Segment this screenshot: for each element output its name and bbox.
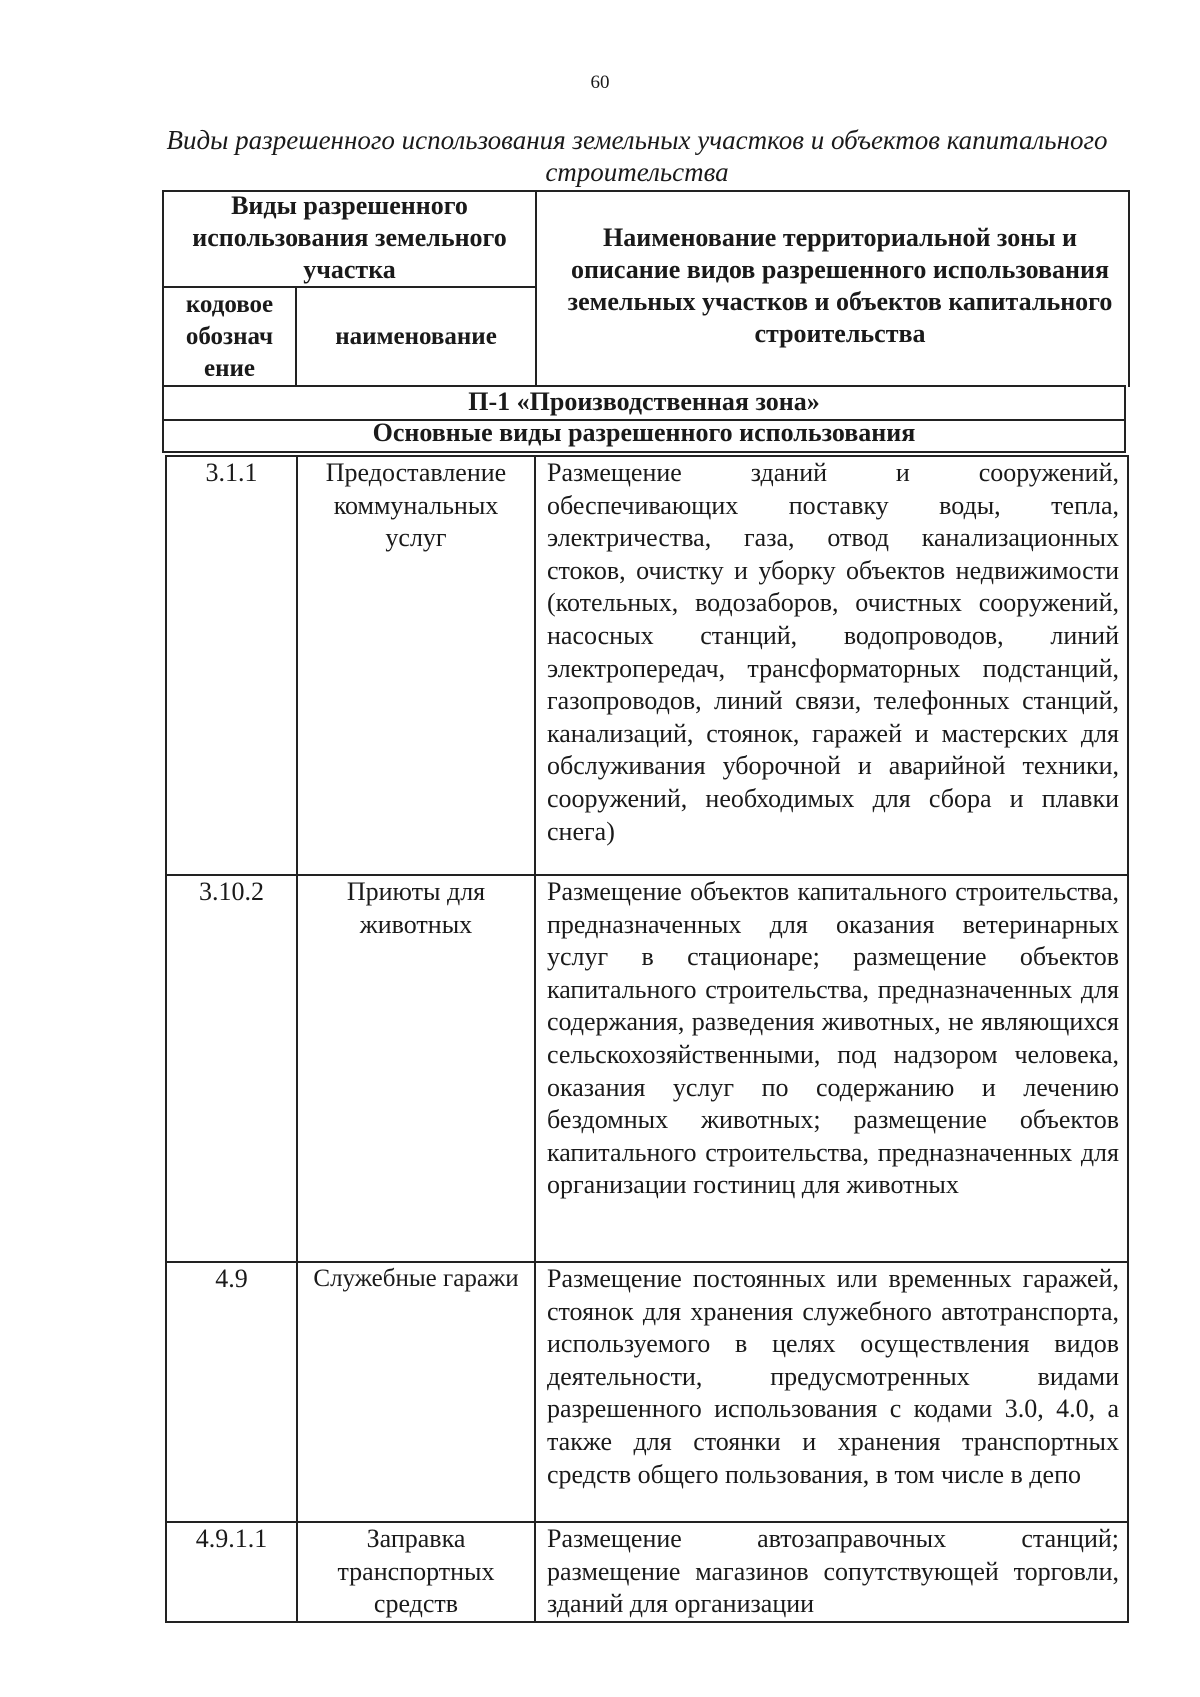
row-description: Размещение объектов капитального строительства, предназначенных для оказания ветеринарных услуг в стационаре; размещение объектов капитального строительства, предназначенных для содержания, разведения животных, не являющихся сельскохозяйственными, под надзором человека, оказания услуг по содержанию и лечению бездомных животных; размещение объектов капитального строительства, предназначенных для организации гостиниц для животных [535, 875, 1128, 1262]
table-row [166, 456, 1128, 875]
row-name: Заправка транспортных средств [297, 1522, 535, 1622]
row-code: 3.1.1 [166, 456, 297, 875]
row-code: 4.9.1.1 [166, 1522, 297, 1622]
row-code: 3.10.2 [166, 875, 297, 1262]
zone-row [162, 385, 1126, 421]
row-description: Размещение зданий и сооружений, обеспечивающих поставку воды, тепла, электричества, газа, отвод канализационных стоков, очистку и уборку объектов недвижимости (котельных, водозаборов, очистных сооружений, насосных станций, водопроводов, линий электропередач, трансформаторных подстанций, газопроводов, линий связи, телефонных станций, канализаций, стоянок, гаражей и мастерских для обслуживания уборочной и аварийной техники, сооружений, необходимых для сбора и плавки снега) [535, 456, 1128, 875]
row-name: Предоставление коммунальных услуг [297, 456, 535, 875]
header-description-label: Наименование территориальной зоны и описание видов разрешенного использования земельных участков и объектов капитального строительства [567, 223, 1113, 348]
header-subdivider [162, 286, 537, 288]
section-row [162, 419, 1126, 453]
row-code: 4.9 [166, 1262, 297, 1522]
section-title: Основные виды разрешенного использования [372, 418, 916, 447]
page-number: 60 [590, 72, 610, 93]
land-use-table [165, 455, 1129, 1623]
header-group-label: Виды разрешенного использования земельного участка [192, 191, 507, 284]
row-name: Служебные гаражи [297, 1262, 535, 1522]
header-name-label: наименование [335, 323, 497, 350]
document-title: Виды разрешенного использования земельных участков и объектов капитального строительства [166, 125, 1108, 187]
row-description: Размещение автозаправочных станций; размещение магазинов сопутствующей торговли, зданий для организации [535, 1522, 1128, 1622]
row-name: Приюты для животных [297, 875, 535, 1262]
table-row [166, 875, 1128, 1262]
header-code-label: кодовое обознач ение [185, 291, 274, 382]
row-description: Размещение постоянных или временных гаражей, стоянок для хранения служебного автотранспорта, используемого в целях осуществления видов деятельности, предусмотренных видами разрешенного использования с кодами 3.0, 4.0, а также для стоянки и хранения транспортных средств общего пользования, в том числе в депо [535, 1262, 1128, 1522]
table-row [166, 1522, 1128, 1622]
table-row [166, 1262, 1128, 1522]
zone-title: П-1 «Производственная зона» [468, 387, 820, 416]
